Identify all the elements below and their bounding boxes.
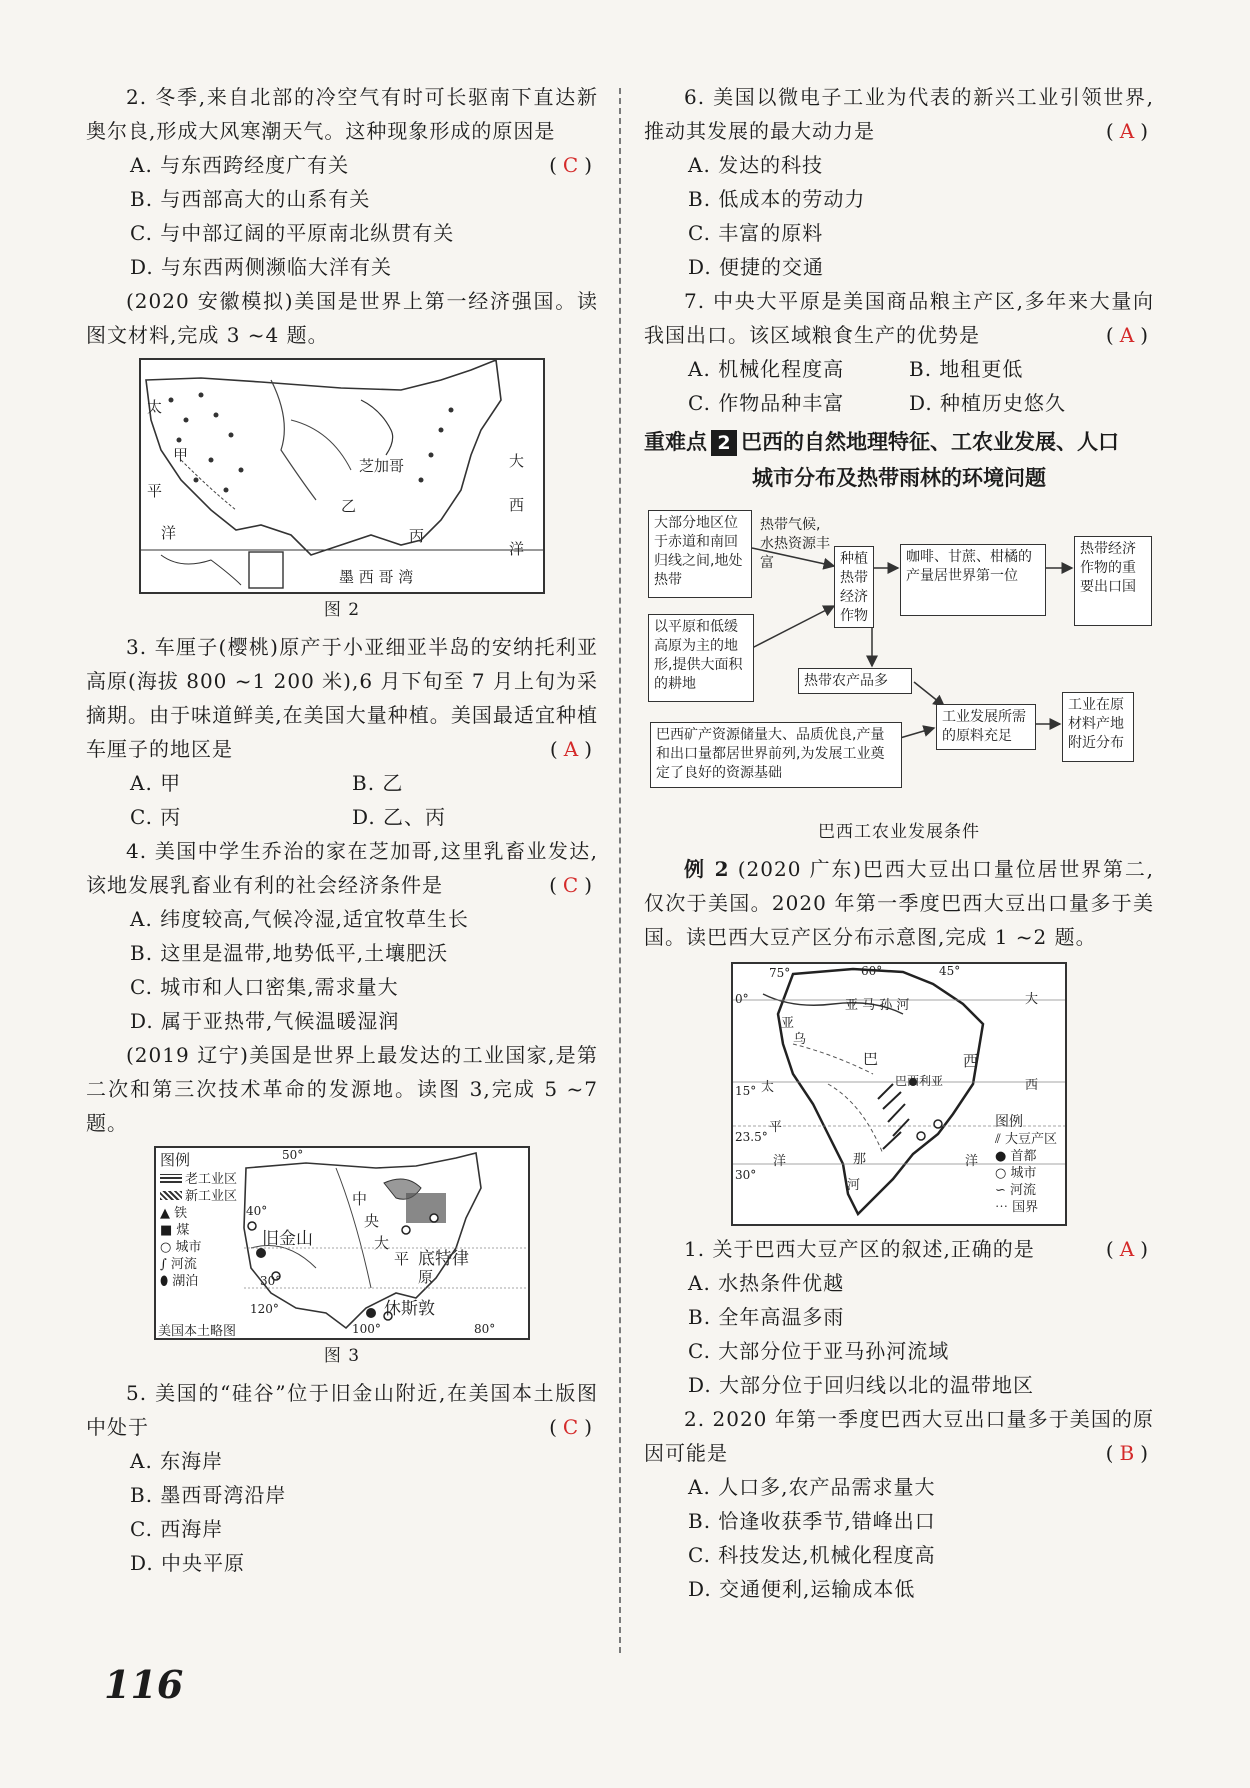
- option: D. 交通便利,运输成本低: [688, 1577, 916, 1601]
- map-label-san-francisco: 旧金山: [262, 1229, 313, 1249]
- answer-letter: B: [1119, 1441, 1141, 1465]
- flow-box-raw-materials: 工业发展所需的原料充足: [936, 704, 1036, 750]
- legend-item: 新工业区: [160, 1188, 242, 1205]
- map-label: 央: [364, 1212, 380, 1230]
- question-6-text: 6. 美国以微电子工业为代表的新兴工业引领世界,推动其发展的最大动力是: [644, 85, 1154, 143]
- legend-item: ⬮ 湖泊: [160, 1274, 199, 1289]
- legend-item: ○ 城市: [160, 1240, 202, 1255]
- brazil-soybean-map: [731, 962, 1067, 1226]
- map-label: 30°: [735, 1168, 757, 1182]
- option: C. 与中部辽阔的平原南北纵贯有关: [130, 221, 455, 245]
- legend-item: ∽ 河流: [995, 1183, 1037, 1198]
- option: B. 墨西哥湾沿岸: [130, 1483, 287, 1507]
- map-label: 洋: [509, 540, 525, 558]
- map-label: 洋: [773, 1154, 787, 1169]
- question-7: [644, 284, 1154, 420]
- map-label: 15°: [735, 1084, 757, 1098]
- map-label: 巴: [863, 1050, 879, 1068]
- map-label: 亚: [781, 1016, 795, 1031]
- brazil-map-legend: [995, 1114, 1067, 1216]
- example-question-1: [644, 1232, 1154, 1402]
- page-number: 116: [104, 1662, 184, 1707]
- answer-letter: C: [562, 153, 585, 177]
- map-label: 平: [147, 482, 163, 500]
- map-label: 40°: [246, 1204, 268, 1218]
- intro-5-7: (2019 辽宁)美国是世界上最发达的工业国家,是第二次和第三次技术革命的发源地。读图 3,完成 5 ~7 题。: [86, 1043, 598, 1135]
- legend-item: ● 首都: [995, 1149, 1037, 1164]
- map-label: 75°: [769, 966, 791, 980]
- map-label-houston: 休斯敦: [384, 1299, 435, 1319]
- option: C. 大部分位于亚马孙河流域: [688, 1339, 950, 1363]
- flow-box-industry-location: 工业在原材料产地附近分布: [1062, 692, 1134, 762]
- question-3-text: 3. 车厘子(樱桃)原产于小亚细亚半岛的安纳托利亚高原(海拔 800 ~1 200 米),6 月下旬至 7 月上旬为采摘期。由于味道鲜美,在美国大量种植。美国最适宜种植车厘子的地区是: [86, 635, 598, 761]
- map-label: 太: [761, 1080, 775, 1095]
- legend-title: 图例: [995, 1114, 1023, 1130]
- option: B. 恰逢收获季节,错峰出口: [688, 1509, 936, 1533]
- map-label-brasilia: 巴西利亚: [895, 1074, 944, 1088]
- option: D. 大部分位于回归线以北的温带地区: [688, 1373, 1035, 1397]
- option: C. 城市和人口密集,需求量大: [130, 975, 399, 999]
- column-divider: [619, 88, 621, 1653]
- answer-bracket: (C): [549, 153, 598, 177]
- flow-box-exporter: 热带经济作物的重要出口国: [1074, 536, 1152, 626]
- answer-bracket: (C): [549, 873, 598, 897]
- map-label: 河: [847, 1178, 861, 1193]
- map-label: 100°: [352, 1322, 381, 1336]
- map-label: 120°: [250, 1302, 279, 1316]
- map-3-footer: 美国本土略图: [158, 1324, 237, 1339]
- map-label: 太: [147, 398, 163, 416]
- option: A. 与东西跨经度广有关: [130, 153, 350, 177]
- question-4: [86, 834, 598, 1038]
- map-label-yi: 乙: [341, 497, 357, 515]
- map-label: 0°: [735, 992, 749, 1006]
- answer-letter: C: [562, 1415, 585, 1439]
- map-label: 大: [509, 452, 525, 470]
- flow-box-farm-products: 热带农产品多: [798, 668, 912, 694]
- flow-box-production: 咖啡、甘蔗、柑橘的产量居世界第一位: [900, 544, 1046, 616]
- flow-box-minerals: 巴西矿产资源储量大、品质优良,产量和出口量都居世界前列,为发展工业奠定了良好的资源基础: [650, 722, 902, 788]
- answer-bracket: (A): [549, 737, 598, 761]
- option: A. 水热条件优越: [688, 1271, 845, 1295]
- figure-2-caption: 图 2: [323, 600, 361, 620]
- option: C. 科技发达,机械化程度高: [688, 1543, 936, 1567]
- answer-letter: A: [1119, 119, 1141, 143]
- example-question-1-text: 1. 关于巴西大豆产区的叙述,正确的是: [684, 1237, 1035, 1261]
- legend-title: 图例: [160, 1151, 191, 1169]
- left-column: [86, 80, 598, 1580]
- example-label: 例 2: [684, 857, 730, 881]
- option: D. 属于亚热带,气候温暖湿润: [130, 1009, 400, 1033]
- map-label: 平: [394, 1250, 410, 1268]
- map-label: 30°: [260, 1274, 282, 1288]
- option: D. 与东西两侧濒临大洋有关: [130, 255, 393, 279]
- section-title-line-1: 巴西的自然地理特征、工农业发展、人口: [741, 430, 1119, 454]
- option: D. 中央平原: [130, 1551, 246, 1575]
- map-label: 乌: [793, 1032, 807, 1047]
- flow-box-cash-crops: 种植热带经济作物: [834, 546, 874, 628]
- option: B. 低成本的劳动力: [688, 187, 866, 211]
- option: C. 作物品种丰富: [688, 391, 845, 415]
- option: A. 纬度较高,气候冷湿,适宜牧草生长: [130, 907, 469, 931]
- option: A. 机械化程度高: [688, 357, 845, 381]
- option: A. 甲: [130, 771, 182, 795]
- legend-item: ⋯ 国界: [995, 1200, 1039, 1215]
- answer-bracket: (B): [1105, 1441, 1154, 1465]
- answer-bracket: (A): [1105, 119, 1154, 143]
- map-label: 西: [509, 496, 525, 514]
- option: C. 丙: [130, 805, 182, 829]
- legend-item: ○ 城市: [995, 1166, 1037, 1181]
- map-label: 那: [853, 1152, 867, 1167]
- legend-item: ▲ 铁: [160, 1206, 188, 1221]
- option: C. 西海岸: [130, 1517, 224, 1541]
- right-column: [644, 80, 1154, 1606]
- option: B. 与西部高大的山系有关: [130, 187, 371, 211]
- map-label-chicago: 芝加哥: [359, 457, 405, 475]
- question-4-text: 4. 美国中学生乔治的家在芝加哥,这里乳畜业发达,该地发展乳畜业有利的社会经济条件是: [86, 839, 598, 897]
- flow-box-terrain: 以平原和低缓高原为主的地形,提供大面积的耕地: [648, 614, 754, 702]
- map-label: 洋: [161, 524, 177, 542]
- answer-bracket: (A): [1105, 1237, 1154, 1261]
- map-label: 洋: [965, 1154, 979, 1169]
- section-number-badge: 2: [711, 430, 737, 456]
- section-title-line-2: 城市分布及热带雨林的环境问题: [752, 466, 1046, 490]
- map-label-bing: 丙: [409, 527, 425, 545]
- option: D. 乙、丙: [352, 805, 447, 829]
- map-label-gulf: 墨 西 哥 湾: [339, 568, 414, 586]
- flow-caption: 巴西工农业发展条件: [818, 822, 980, 842]
- option: B. 地租更低: [909, 357, 1024, 381]
- question-5-text: 5. 美国的“硅谷”位于旧金山附近,在美国本土版图中处于: [86, 1381, 598, 1439]
- map-label: 平: [769, 1120, 783, 1135]
- section-heading: [644, 424, 1154, 496]
- answer-letter: A: [563, 737, 585, 761]
- map-label: 西: [1025, 1078, 1039, 1093]
- usa-map-figure-3: [154, 1146, 530, 1340]
- option: D. 便捷的交通: [688, 255, 825, 279]
- map-label: 80°: [474, 1322, 496, 1336]
- brazil-flow-diagram: [644, 506, 1154, 816]
- flow-box-location: 大部分地区位于赤道和南回归线之间,地处热带: [648, 510, 752, 598]
- answer-bracket: (A): [1105, 323, 1154, 347]
- map-label: 中: [352, 1190, 368, 1208]
- option: A. 东海岸: [130, 1449, 224, 1473]
- example-question-2-text: 2. 2020 年第一季度巴西大豆出口量多于美国的原因可能是: [644, 1407, 1154, 1465]
- question-3: [86, 630, 598, 834]
- figure-3-caption: 图 3: [323, 1346, 361, 1366]
- option: B. 全年高温多雨: [688, 1305, 845, 1329]
- example-2: [644, 852, 1154, 954]
- answer-letter: C: [562, 873, 585, 897]
- map-label: 大: [374, 1234, 390, 1252]
- option: A. 人口多,农产品需求量大: [688, 1475, 936, 1499]
- question-6: [644, 80, 1154, 284]
- map-label-amazon: 亚 马 孙 河: [845, 998, 910, 1013]
- legend-item: ■ 煤: [160, 1223, 190, 1238]
- map-label-detroit: 底特律: [418, 1249, 469, 1269]
- legend-item: 老工业区: [160, 1171, 242, 1188]
- map-label: 60°: [861, 964, 883, 978]
- map-label: 西: [963, 1052, 979, 1070]
- usa-map-figure-2: [139, 358, 545, 594]
- example-2-text: (2020 广东)巴西大豆出口量位居世界第二,仅次于美国。2020 年第一季度巴西大豆出口量多于美国。读巴西大豆产区分布示意图,完成 1 ~2 题。: [644, 857, 1155, 949]
- map-label-jia: 甲: [173, 446, 189, 464]
- question-2-text: 2. 冬季,来自北部的冷空气有时可长驱南下直达新奥尔良,形成大风寒潮天气。这种现象形成的原因是: [86, 85, 598, 143]
- flow-text-climate: 热带气候,水热资源丰富: [760, 517, 830, 571]
- answer-letter: A: [1119, 323, 1141, 347]
- option: B. 这里是温带,地势低平,土壤肥沃: [130, 941, 449, 965]
- question-2: [86, 80, 598, 284]
- option: C. 丰富的原料: [688, 221, 824, 245]
- question-5: [86, 1376, 598, 1580]
- map-label: 45°: [939, 964, 961, 978]
- option: B. 乙: [352, 771, 404, 795]
- map-label: 23.5°: [735, 1130, 768, 1144]
- usa-map-2-drawing: [141, 360, 543, 592]
- question-7-text: 7. 中央大平原是美国商品粮主产区,多年来大量向我国出口。该区域粮食生产的优势是: [644, 289, 1154, 347]
- legend-item: ∫ 河流: [160, 1257, 197, 1272]
- map-label: 大: [1025, 992, 1039, 1007]
- section-prefix: 重难点: [644, 430, 707, 454]
- option: A. 发达的科技: [688, 153, 824, 177]
- answer-letter: A: [1119, 1237, 1141, 1261]
- intro-3-4: (2020 安徽模拟)美国是世界上第一经济强国。读图文材料,完成 3 ~4 题。: [86, 289, 598, 347]
- map-3-legend: [160, 1152, 242, 1290]
- legend-item: ⫽ 大豆产区: [995, 1132, 1057, 1147]
- answer-bracket: (C): [549, 1415, 598, 1439]
- option: D. 种植历史悠久: [909, 391, 1067, 415]
- map-label: 50°: [282, 1148, 304, 1162]
- example-question-2: [644, 1402, 1154, 1606]
- map-label: 原: [418, 1268, 434, 1286]
